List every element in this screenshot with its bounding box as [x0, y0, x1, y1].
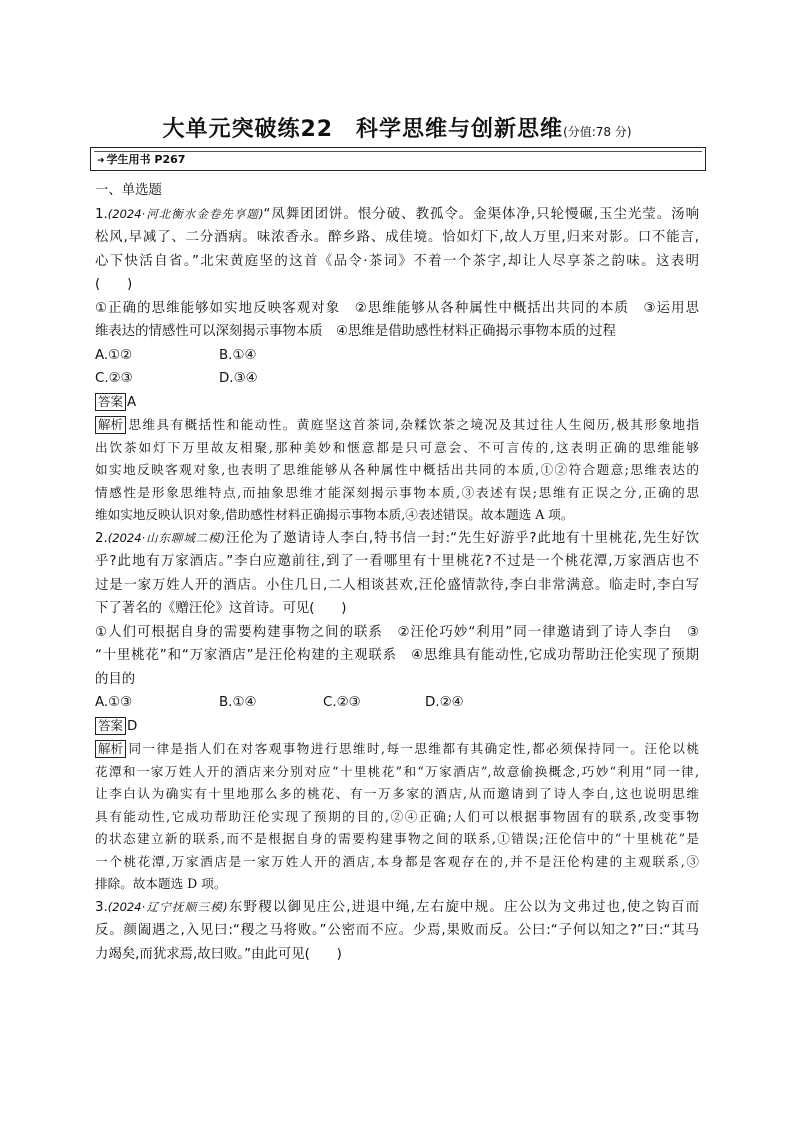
page-title: [0, 112, 794, 143]
analysis-line: 情感性是形象思维特点,而抽象思维才能深刻揭示事物本质,③表述有误;思维有正误之分,正确的思: [95, 484, 699, 500]
analysis-line: 解析 思维具有概括性和能动性。黄庭坚这首茶词,杂糅饮茶之境况及其过往人生阅历,极其形象地指: [95, 414, 699, 437]
section-heading: 一、单选题: [95, 183, 162, 198]
analysis-line: 出饮茶如灯下万里故友相聚,那种美妙和惬意都是只可意会、不可言传的,这表明正确的思维能够: [95, 439, 699, 455]
question-number: 1.: [95, 206, 108, 222]
question-1: 1.(2024·河北衡水金卷先享题)“凤舞团团饼。恨分破、教孤令。金渠体净,只轮慢碾,玉尘光莹。汤响 松风,早减了、二分酒病。味浓香永。醉乡路、成佳境。恰如灯下,故人万里,归来对影。口不能言, 心下快活自省。”北宋黄庭坚的这首《品令·茶词》不着一个茶字,却让人尽享茶之韵味。这表明 ( ) ①正确的思维能够如实地反映客观对象 ②思维能够从各种属性中概括出共同的本质 ③运用思 维表达的情感性可以深刻揭示事物本质 ④思维是借助感性材料正确揭示事物本质的过程 A.①② B.①④ C.②③ D.③④ 答案 A 解析 思维具有概括性和能动性。黄庭坚这首茶词,杂糅饮茶之境况及其过往人生阅历,极其形象地指 出饮茶如灯下万里故友相聚,那种美妙和惬意都是只可意会、不可言传的,这表明正确的思维能够 如实地反映客观对象,也表明了思维能够从各种属性中概括出共同的本质,①②符合题意;思维表达的 情感性是形象思维特点,而抽象思维才能深刻揭示事物本质,③表述有误;思维有正误之分,正确的思 维如实地反映认识对象,借助感性材料正确揭示事物本质,④表述错误。故本题选 A 项。: [95, 203, 699, 527]
statement-line: “十里桃花”和“万家酒店”是汪伦构建的主观联系 ④思维具有能动性,它成功帮助汪伦实现了预期: [95, 648, 699, 663]
option-c: C.②③: [323, 695, 361, 710]
statement-line: ①人们可根据自身的需要构建事物之间的联系 ②汪伦巧妙“利用”同一律邀请到了诗人李白 ③: [95, 624, 699, 640]
option-d: D.②④: [425, 695, 464, 710]
answer-row: [95, 715, 699, 739]
option-c: C.②③: [95, 371, 133, 386]
option-b: B.①④: [219, 695, 257, 710]
question-2: 2.(2024·山东聊城二模)汪伦为了邀请诗人李白,特书信一封:“先生好游乎?此地有十里桃花,先生好饮 乎?此地有万家酒店。”李白应邀前往,到了一看哪里有十里桃花?不过是一个桃花潭,万家酒店也不 过是一家万姓人开的酒店。小住几日,二人相谈甚欢,汪伦盛情款待,李白非常满意。临走时,李白写 下了著名的《赠汪伦》这首诗。可见( ) ①人们可根据自身的需要构建事物之间的联系 ②汪伦巧妙“利用”同一律邀请到了诗人李白 ③ “十里桃花”和“万家酒店”是汪伦构建的主观联系 ④思维具有能动性,它成功帮助汪伦实现了预期 的目的 A.①③ B.①④ C.②③ D.②④ 答案 D 解析 同一律是指人们在对客观事物进行思维时,每一思维都有其确定性,都必须保持同一。汪伦以桃 花潭和一家万姓人开的酒店来分别对应“十里桃花”和“万家酒店”,故意偷换概念,巧妙“利用”同一律, 让李白认为确实有十里地那么多的桃花、有一万多家的酒店,从而邀请到了诗人李白,这也说明思维 具有能动性,它成功帮助汪伦实现了预期的目的,②④正确;人们可以根据事物固有的联系,改变事物 的状态建立新的联系,而不是根据自身的需要构建事物之间的联系,①错误;汪伦信中的“十里桃花”是 一个桃花潭,万家酒店是一家万姓人开的酒店,本身都是客观存在的,并不是汪伦构建的主观联系,③ 排除。故本题选 D 项。: [95, 527, 699, 896]
answer-value: D: [127, 718, 138, 734]
options-row: [95, 691, 699, 715]
options-row: [95, 344, 699, 368]
question-source: (2024·山东聊城二模): [107, 530, 226, 545]
question-number: 2.: [95, 530, 108, 546]
question-number: 3.: [95, 899, 108, 915]
analysis-line: 具有能动性,它成功帮助汪伦实现了预期的目的,②④正确;人们可以根据事物固有的联系,改变事物: [95, 808, 699, 824]
title-main: 大单元突破练22 科学思维与创新思维: [162, 117, 564, 142]
statement-line: ①正确的思维能够如实地反映客观对象 ②思维能够从各种属性中概括出共同的本质 ③运用思: [95, 300, 699, 316]
analysis-line: 的状态建立新的联系,而不是根据自身的需要构建事物之间的联系,①错误;汪伦信中的“十里桃花”是: [95, 831, 699, 846]
answer-tag: 答案: [95, 717, 126, 735]
analysis-line: 花潭和一家万姓人开的酒店来分别对应“十里桃花”和“万家酒店”,故意偷换概念,巧妙“利用”同一律,: [95, 763, 699, 779]
question-source: (2024·河北衡水金卷先享题): [107, 206, 264, 221]
question-3: 3.(2024·辽宁抚顺三模)东野稷以御见庄公,进退中绳,左右旋中规。庄公以为文弗过也,使之钩百而 反。颜阖遇之,入见曰:“稷之马将败。”公密而不应。少焉,果败而反。公曰:“子何以知之?”曰:“其马 力竭矣,而犹求焉,故曰败。”由此可见( ): [95, 899, 699, 962]
option-b: B.①④: [219, 347, 257, 363]
student-book-banner: [90, 147, 706, 171]
arrow-icon: ➜: [97, 156, 105, 166]
question-content: [95, 179, 699, 966]
question-source: (2024·辽宁抚顺三模): [107, 899, 228, 914]
banner-label: 学生用书 P267: [106, 153, 186, 166]
answer-value: A: [127, 394, 137, 410]
analysis-line: 维如实地反映认识对象,借助感性材料正确揭示事物本质,④表述错误。故本题选 A 项。: [95, 507, 574, 522]
analysis-line: 排除。故本题选 D 项。: [95, 876, 227, 891]
answer-tag: 答案: [95, 393, 126, 411]
option-a: A.①③: [95, 695, 133, 710]
option-d: D.③④: [219, 371, 258, 386]
answer-row: [95, 391, 699, 415]
option-a: A.①②: [95, 347, 133, 363]
analysis-line: 如实地反映客观对象,也表明了思维能够从各种属性中概括出共同的本质,①②符合题意;思维表达的: [95, 462, 699, 477]
title-score: (分值:78 分): [563, 125, 632, 139]
analysis-line: 让李白认为确实有十里地那么多的桃花、有一万多家的酒店,从而邀请到了诗人李白,这也说明思维: [95, 786, 699, 801]
options-row: [95, 367, 699, 391]
analysis-tag: 解析: [95, 416, 126, 434]
statement-line: 维表达的情感性可以深刻揭示事物本质 ④思维是借助感性材料正确揭示事物本质的过程: [95, 324, 616, 339]
analysis-tag: 解析: [95, 740, 126, 758]
analysis-line: 解析 同一律是指人们在对客观事物进行思维时,每一思维都有其确定性,都必须保持同一。汪伦以桃: [95, 738, 699, 761]
statement-line: 的目的: [95, 671, 136, 687]
analysis-line: 一个桃花潭,万家酒店是一家万姓人开的酒店,本身都是客观存在的,并不是汪伦构建的主观联系,③: [95, 853, 699, 869]
